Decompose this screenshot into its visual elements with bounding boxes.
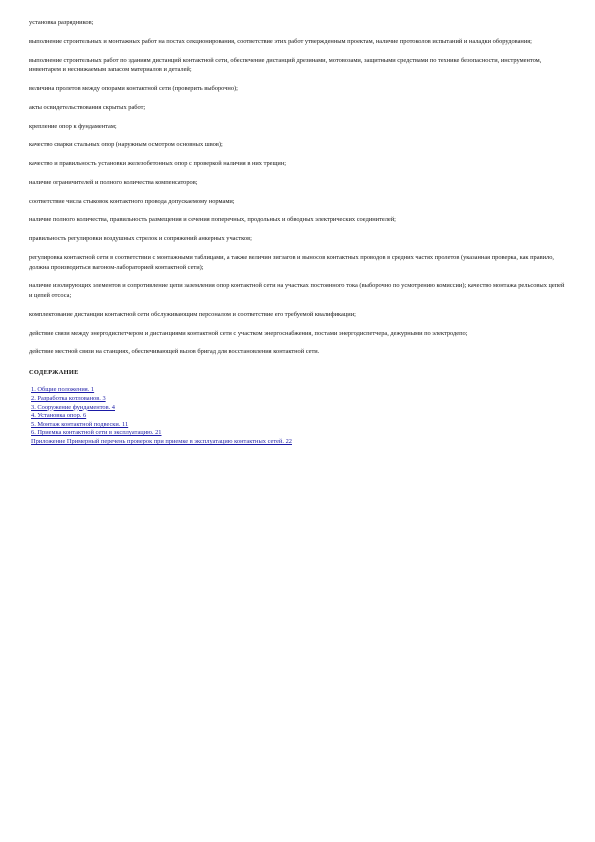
- paragraph: действие связи между энергодиспетчером и дистанциями контактной сети с участком энергоснабжения, постами энергодиспетчера, дежурными по электродепо;: [29, 329, 468, 337]
- body-text: [29, 18, 569, 357]
- toc-link[interactable]: 2. Разработка котлованов. 3: [31, 395, 106, 403]
- paragraph: наличие полного количества, правильность размещения и сечения поперечных, продольных и обводных электрических соединителей;: [29, 216, 396, 224]
- paragraph: качество и правильность установки железобетонных опор с проверкой наличия в них трещин;: [29, 160, 287, 168]
- table-of-contents: [29, 386, 569, 446]
- toc-link[interactable]: 6. Приемка контактной сети в эксплуатацию. 21: [31, 429, 162, 437]
- paragraph: наличие изолирующих элементов и сопротивление цепи заземления опор контактной сети на участках постоянного тока (выборочно по усмотрению комиссии); качество монтажа рельсовых цепей и цепей отсоса;: [29, 282, 565, 299]
- paragraph: акты освидетельствования скрытых работ;: [29, 103, 146, 111]
- toc-item: [31, 438, 569, 447]
- paragraph: правильность регулировки воздушных стрелок и сопряжений анкерных участков;: [29, 235, 252, 243]
- toc-link[interactable]: 3. Сооружение фундаментов. 4: [31, 403, 116, 411]
- paragraph: установка разрядников;: [29, 19, 94, 26]
- toc-link[interactable]: 5. Монтаж контактной подвески. 11: [31, 420, 129, 428]
- paragraph: соответствие числа стыковок контактного провода допускаемому нормами;: [29, 197, 235, 205]
- toc-item: [31, 404, 569, 413]
- paragraph: величина пролетов между опорами контактной сети (проверить выборочно);: [29, 84, 238, 92]
- paragraph: качество сварки стальных опор (наружным осмотром основных швов);: [29, 141, 223, 149]
- paragraph: комплектование дистанции контактной сети обслуживающим персоналом и соответствие его требуемой квалификации;: [29, 310, 356, 318]
- document-page: [29, 18, 569, 447]
- toc-link[interactable]: 1. Общие положения. 1: [31, 386, 95, 394]
- toc-item: [31, 421, 569, 430]
- paragraph: регулировка контактной сети в соответствии с монтажными таблицами, а также величин зигзагов и выносов контактных проводов в средних частях пролетов (указанная проверка, как правило, должна производиться вагоном-лабораторией контактной сети);: [29, 253, 554, 271]
- paragraph: выполнение строительных и монтажных работ на постах секционирования, соответствие этих работ утвержденным проектам, наличие протоколов испытаний и наладки оборудования;: [29, 37, 532, 45]
- toc-item: [31, 429, 569, 438]
- toc-link[interactable]: Приложение Примерный перечень проверок при приемке в эксплуатацию контактных сетей. 22: [31, 438, 292, 446]
- paragraph: крепление опор к фундаментам;: [29, 122, 117, 130]
- toc-item: [31, 412, 569, 421]
- toc-item: [31, 386, 569, 395]
- toc-link[interactable]: 4. Установка опор. 6: [31, 412, 87, 420]
- paragraph: наличие ограничителей и полного количества компенсаторов;: [29, 178, 198, 186]
- paragraph: выполнение строительных работ по зданиям дистанций контактной сети, обеспечение дистанций дрезинами, мотовозами, защитными средствами по технике безопасности, инструментом, инвентарем и неснижаемым запасом материалов и деталей;: [29, 56, 542, 74]
- toc-item: [31, 395, 569, 404]
- paragraph: действие местной связи на станциях, обеспечивающей вызов бригад для восстановления контактной сети.: [29, 348, 320, 356]
- toc-heading: СОДЕРЖАНИЕ: [29, 368, 79, 376]
